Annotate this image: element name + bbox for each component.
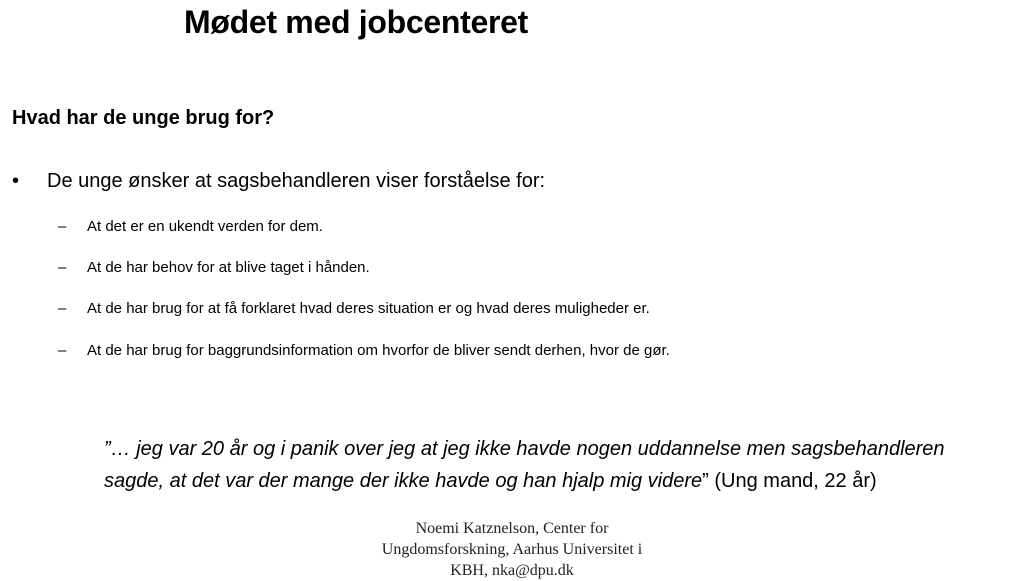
sub-bullet-dash: – <box>58 342 67 359</box>
sub-bullet-text: At de har behov for at blive taget i hånden. <box>87 259 370 276</box>
slide-title: Mødet med jobcenteret <box>184 4 528 40</box>
quote-block <box>104 433 1004 497</box>
slide-subtitle: Hvad har de unge brug for? <box>12 107 275 129</box>
sub-bullet-dash: – <box>58 218 67 235</box>
footer-line: Ungdomsforskning, Aarhus Universitet i <box>381 541 643 558</box>
footer-line: KBH, nka@dpu.dk <box>450 562 574 579</box>
bullet-marker: • <box>12 170 20 192</box>
bullet-text: De unge ønsker at sagsbehandleren viser forståelse for: <box>47 170 546 192</box>
footer-line: Noemi Katznelson, Center for <box>415 520 609 537</box>
sub-bullet-dash: – <box>58 259 67 276</box>
sub-bullet-text: At de har brug for at få forklaret hvad deres situation er og hvad deres muligheder er. <box>87 300 650 317</box>
quote-attribution: ” (Ung mand, 22 år) <box>702 470 877 492</box>
quote-text: ”… jeg var 20 år og i panik over jeg at jeg ikke havde nogen uddannelse men sagsbehandleren sagde, at det var der mange der ikke havde og han hjalp mig videre <box>104 438 945 492</box>
sub-bullet-text: At det er en ukendt verden for dem. <box>87 218 323 235</box>
sub-bullet-dash: – <box>58 300 67 317</box>
sub-bullet-text: At de har brug for baggrundsinformation om hvorfor de bliver sendt derhen, hvor de gør. <box>87 342 670 359</box>
footer-credit <box>362 518 662 581</box>
